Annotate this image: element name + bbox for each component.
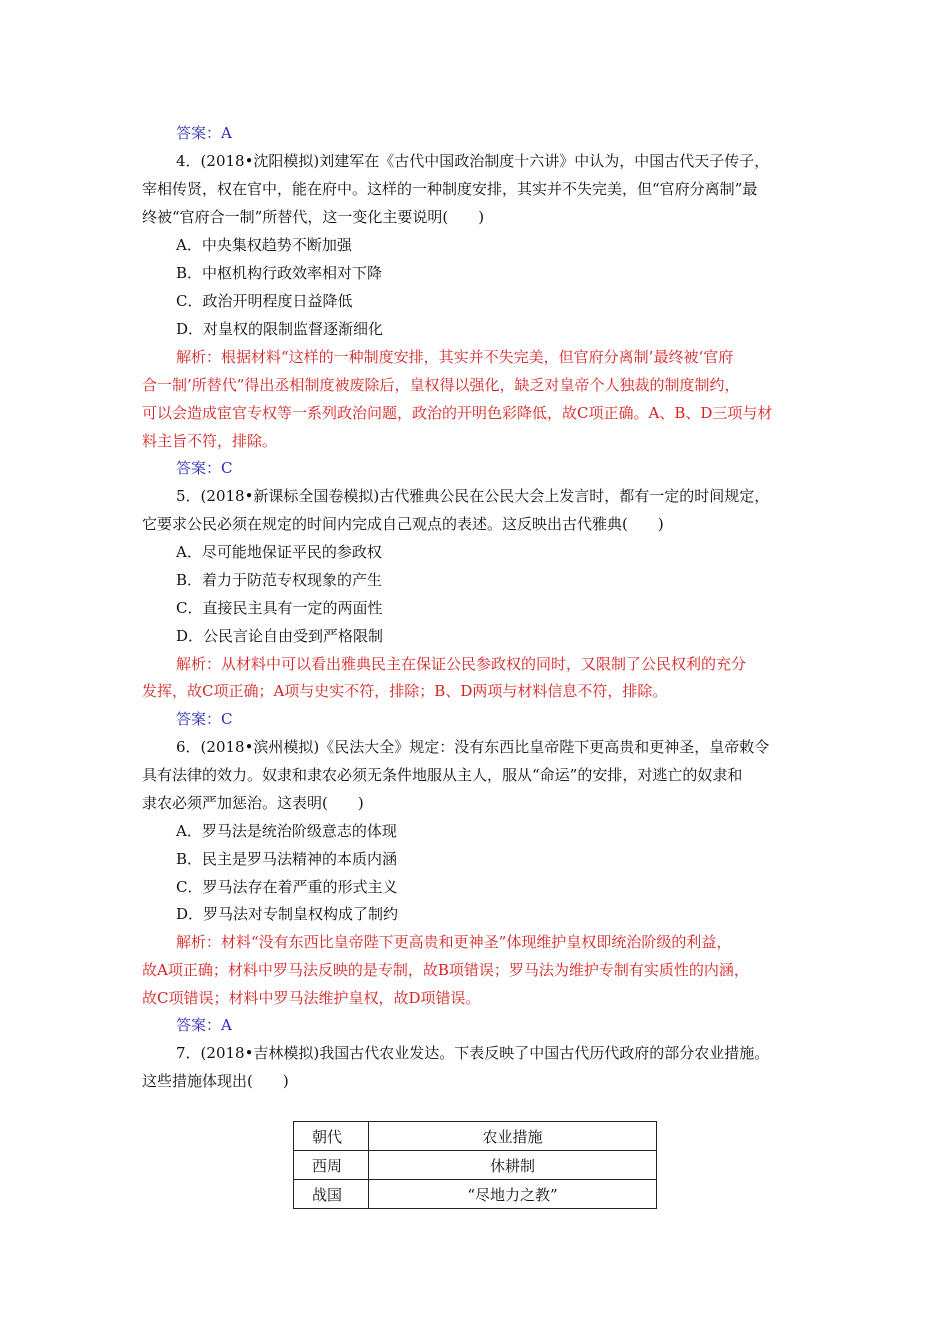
- q6-stem-line: 6．(2018•滨州模拟)《民法大全》规定：没有东西比皇帝陛下更高贵和更神圣，皇帝敕令: [176, 738, 770, 756]
- q3-answer: 答案：A: [176, 124, 232, 142]
- q5-option-b: B．着力于防范专权现象的产生: [176, 571, 383, 589]
- table-header-measure: 农业措施: [369, 1122, 657, 1151]
- table-cell-measure: 休耕制: [369, 1151, 657, 1180]
- agriculture-measures-table: [293, 1121, 657, 1209]
- q5-answer: 答案：C: [176, 710, 233, 728]
- table-header-dynasty: 朝代: [294, 1122, 369, 1151]
- q6-explanation-line: 解析：材料“没有东西比皇帝陛下更高贵和更神圣”体现维护皇权即统治阶级的利益，: [176, 933, 732, 951]
- q6-option-a: A．罗马法是统治阶级意志的体现: [176, 822, 397, 840]
- q5-option-c: C．直接民主具有一定的两面性: [176, 599, 383, 617]
- table-header-row: [294, 1122, 657, 1151]
- q4-option-b: B．中枢机构行政效率相对下降: [176, 264, 383, 282]
- table-row: [294, 1151, 657, 1180]
- q4-explanation-line: 料主旨不符，排除。: [142, 432, 278, 450]
- q6-option-b: B．民主是罗马法精神的本质内涵: [176, 850, 398, 868]
- q4-answer: 答案：C: [176, 459, 233, 477]
- q5-explanation-line: 发挥，故C项正确；A项与史实不符，排除；B、D两项与材料信息不符，排除。: [142, 682, 668, 700]
- q4-explanation-line: 可以会造成宦官专权等一系列政治问题，政治的开明色彩降低，故C项正确。A、B、D三项与材: [142, 404, 773, 422]
- table-cell-measure: “尽地力之教”: [369, 1180, 657, 1209]
- q6-answer: 答案：A: [176, 1016, 232, 1034]
- q6-stem-line: 隶农必须严加惩治。这表明( ): [142, 794, 364, 812]
- q4-option-d: D．对皇权的限制监督逐渐细化: [176, 320, 384, 338]
- table-row: [294, 1180, 657, 1209]
- q5-stem-line: 5．(2018•新课标全国卷模拟)古代雅典公民在公民大会上发言时，都有一定的时间规定，: [176, 487, 770, 505]
- q4-stem-line: 终被“官府合一制”所替代，这一变化主要说明( ): [142, 208, 485, 226]
- q7-stem-line: 7．(2018•吉林模拟)我国古代农业发达。下表反映了中国古代历代政府的部分农业措施。: [176, 1044, 770, 1062]
- q6-option-d: D．罗马法对专制皇权构成了制约: [176, 905, 399, 923]
- q7-stem-line: 这些措施体现出( ): [142, 1072, 289, 1090]
- q4-option-c: C．政治开明程度日益降低: [176, 292, 353, 310]
- table-cell-dynasty: 西周: [294, 1151, 369, 1180]
- q6-explanation-line: 故A项正确；材料中罗马法反映的是专制，故B项错误；罗马法为维护专制有实质性的内涵，: [142, 961, 749, 979]
- q6-explanation-line: 故C项错误；材料中罗马法维护皇权，故D项错误。: [142, 989, 481, 1007]
- q6-stem-line: 具有法律的效力。奴隶和隶农必须无条件地服从主人，服从“命运”的安排，对逃亡的奴隶和: [142, 766, 743, 784]
- q4-stem-line: 4．(2018•沈阳模拟)刘建军在《古代中国政治制度十六讲》中认为，中国古代天子传子，: [176, 152, 770, 170]
- q5-option-a: A．尽可能地保证平民的参政权: [176, 543, 382, 561]
- q4-explanation-line: 解析：根据材料“这样的一种制度安排，其实并不失完美，但官府分离制’最终被‘官府: [176, 348, 734, 366]
- q4-explanation-line: 合一制’所替代”得出丞相制度被废除后，皇权得以强化，缺乏对皇帝个人独裁的制度制约，: [142, 376, 740, 394]
- q4-option-a: A．中央集权趋势不断加强: [176, 236, 352, 254]
- table-cell-dynasty: 战国: [294, 1180, 369, 1209]
- q6-option-c: C．罗马法存在着严重的形式主义: [176, 878, 398, 896]
- q5-stem-line: 它要求公民必须在规定的时间内完成自己观点的表述。这反映出古代雅典( ): [142, 515, 664, 533]
- q5-explanation-line: 解析：从材料中可以看出雅典民主在保证公民参政权的同时，又限制了公民权利的充分: [176, 655, 747, 673]
- q5-option-d: D．公民言论自由受到严格限制: [176, 627, 384, 645]
- q4-stem-line: 宰相传贤，权在官中，能在府中。这样的一种制度安排，其实并不失完美，但“官府分离制”最: [142, 180, 758, 198]
